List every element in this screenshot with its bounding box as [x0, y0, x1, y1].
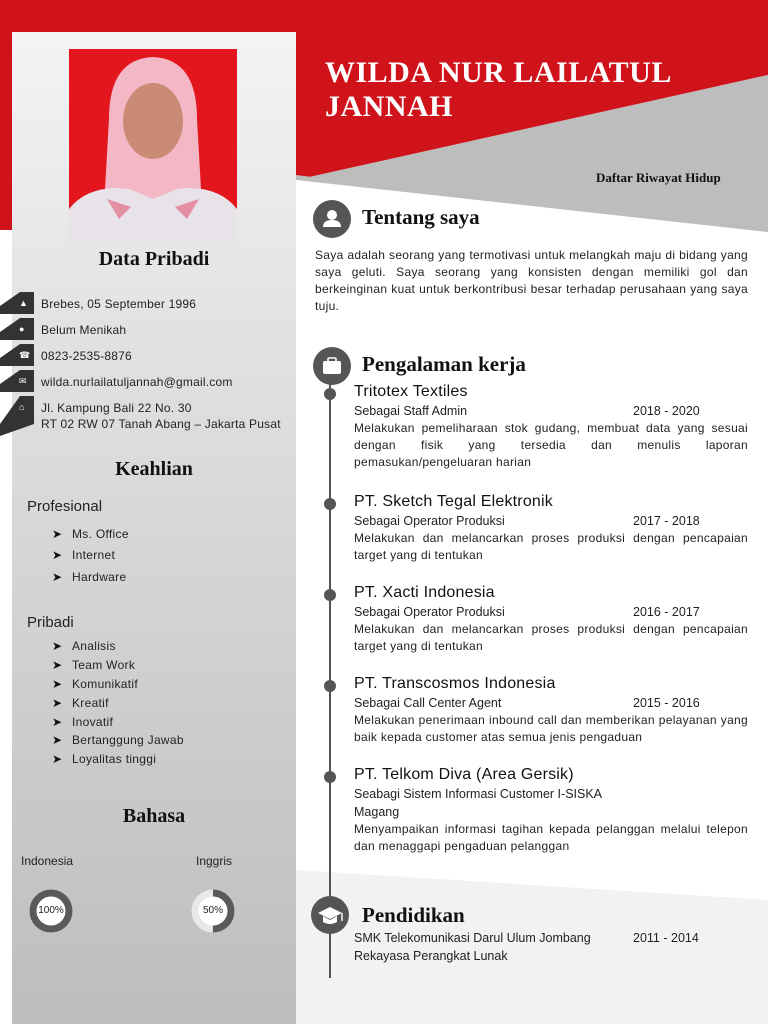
skill-label: Hardware [72, 569, 127, 584]
skills-title: Keahlian [115, 458, 193, 480]
email-icon: ✉ [19, 376, 27, 386]
arrow-bullet-icon: ➤ [52, 714, 63, 729]
arrow-bullet-icon: ➤ [52, 526, 63, 541]
personal-info-row [0, 370, 296, 392]
arrow-bullet-icon: ➤ [52, 548, 63, 563]
timeline-line [329, 380, 331, 978]
language-level-gauge [191, 889, 235, 933]
document-title: Daftar Riwayat Hidup [596, 170, 721, 185]
info-tab [0, 344, 34, 366]
language-title: Bahasa [122, 805, 186, 827]
info-tab [0, 396, 34, 418]
language-percent: 50% [202, 905, 223, 916]
skill-label: Team Work [72, 658, 136, 673]
skill-item [52, 637, 184, 656]
person-icon [313, 200, 351, 238]
personal-info-text: Belum Menikah [41, 323, 127, 337]
job-description: Menyampaikan informasi tagihan kepada pelanggan melalui telepon dan menaggapi pengaduan pelanggan [354, 822, 748, 853]
language-name: Indonesia [21, 854, 74, 868]
job-description: Melakukan penerimaan inbound call dan memberikan pelayanan yang baik kepada customer atas semua jenis pengaduan [354, 713, 748, 744]
job-role-row [354, 402, 748, 420]
arrow-bullet-icon: ➤ [52, 752, 63, 767]
info-tab [0, 292, 34, 314]
job-description: Melakukan dan melancarkan proses produksi dengan pencapaian target yang di tentukan [354, 531, 748, 562]
arrow-bullet-icon: ➤ [52, 676, 63, 691]
personal-data-title: Data Pribadi [98, 248, 210, 270]
job-entry [354, 382, 748, 471]
skill-label: Loyalitas tinggi [72, 752, 157, 767]
arrow-bullet-icon: ➤ [52, 658, 63, 673]
about-title: Tentang saya [362, 205, 480, 229]
job-years: 2018 - 2020 [633, 404, 700, 418]
skill-label: Internet [72, 548, 116, 563]
skill-item [52, 693, 184, 712]
skill-item [52, 523, 129, 545]
job-role-row [354, 694, 748, 712]
personal-info-text: 0823-2535-8876 [41, 349, 132, 363]
timeline-dot [324, 771, 336, 783]
location-icon: ▲ [19, 298, 28, 308]
timeline-dot [324, 388, 336, 400]
personal-info-row [0, 292, 296, 314]
arrow-bullet-icon: ➤ [52, 733, 63, 748]
job-role: Sebagai Operator Produksi [354, 514, 505, 528]
timeline-dot [324, 589, 336, 601]
job-company: PT. Telkom Diva (Area Gersik) [354, 766, 574, 783]
skill-label: Kreatif [72, 695, 109, 710]
job-entry [354, 492, 748, 564]
job-role: Sebagai Call Center Agent [354, 696, 502, 710]
job-entry [354, 674, 748, 746]
briefcase-icon [313, 347, 351, 385]
skill-item [52, 675, 184, 694]
skill-label: Komunikatif [72, 676, 138, 691]
professional-skills-title: Profesional [27, 498, 103, 515]
phone-icon: ☎ [19, 350, 31, 360]
arrow-bullet-icon: ➤ [52, 569, 63, 584]
skill-item [52, 712, 184, 731]
job-role: Magang [354, 805, 400, 819]
personal-skills-title: Pribadi [27, 614, 74, 631]
job-description: Melakukan dan melancarkan proses produksi dengan pencapaian target yang di tentukan [354, 622, 748, 653]
graduation-cap-icon [311, 896, 349, 934]
education-entry [354, 929, 748, 965]
education-years: 2011 - 2014 [633, 931, 699, 945]
name-line: WILDA NUR LAILATUL [325, 56, 672, 89]
personal-info-row [0, 318, 296, 340]
job-company: Tritotex Textiles [354, 383, 468, 400]
timeline-dot [324, 680, 336, 692]
personal-info-text: RT 02 RW 07 Tanah Abang – Jakarta Pusat [41, 417, 281, 431]
skill-label: Inovatif [72, 714, 114, 729]
language-percent: 100% [38, 905, 64, 916]
about-text: Saya adalah seorang yang termotivasi untuk melangkah maju di bidang yang saya geluti. Saya seorang yang konsisten dengan memiliki gol dan berkeinginan kuat untuk berkontribusi besar terhadap perusahaan yang saya tuju. [315, 248, 748, 313]
skill-item [52, 566, 129, 588]
job-role-row [354, 512, 748, 530]
arrow-bullet-icon: ➤ [52, 639, 63, 654]
job-description: Melakukan pemeliharaan stok gudang, membuat data yang sesuai dengan fisik yang tersedia dan menulis laporan pemasukan/pengeluaran harian [354, 421, 748, 469]
professional-skills-list [52, 523, 129, 588]
personal-info-text: wilda.nurlailatuljannah@gmail.com [41, 375, 233, 389]
personal-skills-list [52, 637, 184, 769]
job-company: PT. Sketch Tegal Elektronik [354, 493, 553, 510]
full-name [325, 56, 672, 124]
personal-info-text: Jl. Kampung Bali 22 No. 30 [41, 401, 192, 415]
skill-label: Ms. Office [72, 526, 129, 541]
skill-label: Bertanggung Jawab [72, 733, 184, 748]
education-title: Pendidikan [362, 903, 465, 927]
skill-item [52, 750, 184, 769]
job-role: Sebagai Staff Admin [354, 404, 468, 418]
skill-item [52, 545, 129, 567]
arrow-bullet-icon: ➤ [52, 695, 63, 710]
school-name: SMK Telekomunikasi Darul Ulum Jombang [354, 931, 591, 945]
job-years: 2015 - 2016 [633, 696, 700, 710]
skill-item [52, 731, 184, 750]
personal-info-text: Brebes, 05 September 1996 [41, 297, 197, 311]
info-tab [0, 370, 34, 392]
experience-title: Pengalaman kerja [362, 352, 526, 376]
name-line: JANNAH [325, 90, 453, 123]
job-company: PT. Transcosmos Indonesia [354, 675, 556, 692]
timeline-dot [324, 498, 336, 510]
job-entry [354, 765, 748, 855]
info-tab [0, 318, 34, 340]
job-years: 2017 - 2018 [633, 514, 700, 528]
personal-info-row [0, 396, 296, 431]
personal-info-row [0, 344, 296, 366]
language-level-gauge [29, 889, 73, 933]
job-role-row [354, 603, 748, 621]
skill-label: Analisis [72, 639, 116, 654]
language-name: Inggris [196, 854, 233, 868]
person-icon: ● [19, 324, 25, 334]
education-major: Rekayasa Perangkat Lunak [354, 949, 508, 963]
home-icon: ⌂ [19, 402, 25, 412]
job-role: Seabagi Sistem Informasi Customer I-SISKA [354, 787, 603, 801]
job-years: 2016 - 2017 [633, 605, 700, 619]
profile-photo [69, 49, 237, 242]
job-role: Sebagai Operator Produksi [354, 605, 505, 619]
job-company: PT. Xacti Indonesia [354, 584, 495, 601]
skill-item [52, 656, 184, 675]
job-entry [354, 583, 748, 655]
job-role-row [354, 785, 748, 803]
